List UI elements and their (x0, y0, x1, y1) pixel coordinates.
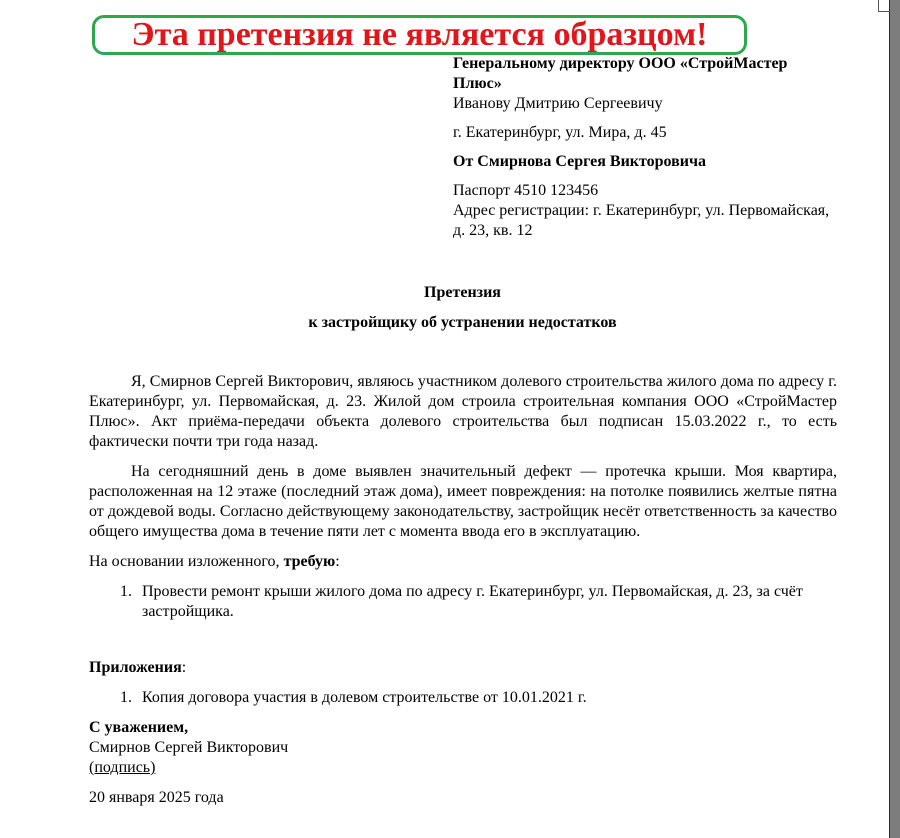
attachment-item (89, 688, 837, 708)
document-body (89, 372, 837, 808)
demand-item (89, 582, 837, 622)
sender-passport: Паспорт 4510 123456 (453, 182, 599, 199)
sender-registration: Адрес регистрации: г. Екатеринбург, ул. Первомайская, д. 23, кв. 12 (453, 202, 830, 239)
attachments-label: Приложения (89, 659, 182, 676)
viewer-background (890, 0, 900, 838)
sender-name: От Смирнова Сергея Викторовича (453, 153, 707, 170)
addressee-title: Генеральному директору ООО «СтройМастер Плюс» (453, 55, 788, 92)
demand-intro (89, 552, 837, 572)
header-block (453, 54, 838, 241)
demand-prefix: На основании изложенного, (89, 553, 284, 570)
attachment-item-number: 1. (120, 689, 132, 706)
closing-name: Смирнов Сергей Викторович (89, 739, 289, 756)
addressee-name: Иванову Дмитрию Сергеевичу (453, 95, 663, 112)
not-a-sample-banner: Эта претензия не является образцом! (92, 15, 747, 55)
demand-suffix: : (335, 553, 340, 570)
paragraph: На сегодняшний день в доме выявлен значительный дефект — протечка крыши. Моя квартира, расположенная на 12 этаже (последний этаж дома), имеет повреждения: на потолке появились желтые пятна от дождевой воды. Согласно действующему законодательству, застройщик несёт ответственность за качество общего имущества дома в течение пяти лет с момента ввода его в эксплуатацию. (89, 463, 837, 540)
closing-date: 20 января 2025 года (89, 789, 224, 806)
addressee-address: г. Екатеринбург, ул. Мира, д. 45 (453, 124, 667, 141)
attachment-item-text: Копия договора участия в долевом строительстве от 10.01.2021 г. (142, 689, 587, 706)
paragraph: Я, Смирнов Сергей Викторович, являюсь участником долевого строительства жилого дома по адресу г. Екатеринбург, ул. Первомайская, д. 23. Жилой дом строила строительная компания ООО «СтройМастер Плюс». Акт приёма-передачи объекта долевого строительства был подписан 15.03.2022 г., то есть фактически почти три года назад. (89, 373, 837, 450)
demand-item-text: Провести ремонт крыши жилого дома по адресу г. Екатеринбург, ул. Первомайская, д. 23, за счёт застройщика. (142, 583, 803, 620)
signature-placeholder: (подпись) (89, 759, 156, 776)
document-subtitle: к застройщику об устранении недостатков (308, 314, 617, 331)
page-border (889, 0, 890, 838)
demand-item-number: 1. (120, 583, 132, 600)
attachments-heading (89, 658, 837, 678)
document-title: Претензия (424, 284, 501, 301)
closing-regards: С уважением, (89, 719, 189, 736)
attachments-colon: : (181, 659, 187, 676)
page-corner-marker (878, 0, 890, 12)
demand-keyword: требую (283, 553, 336, 570)
